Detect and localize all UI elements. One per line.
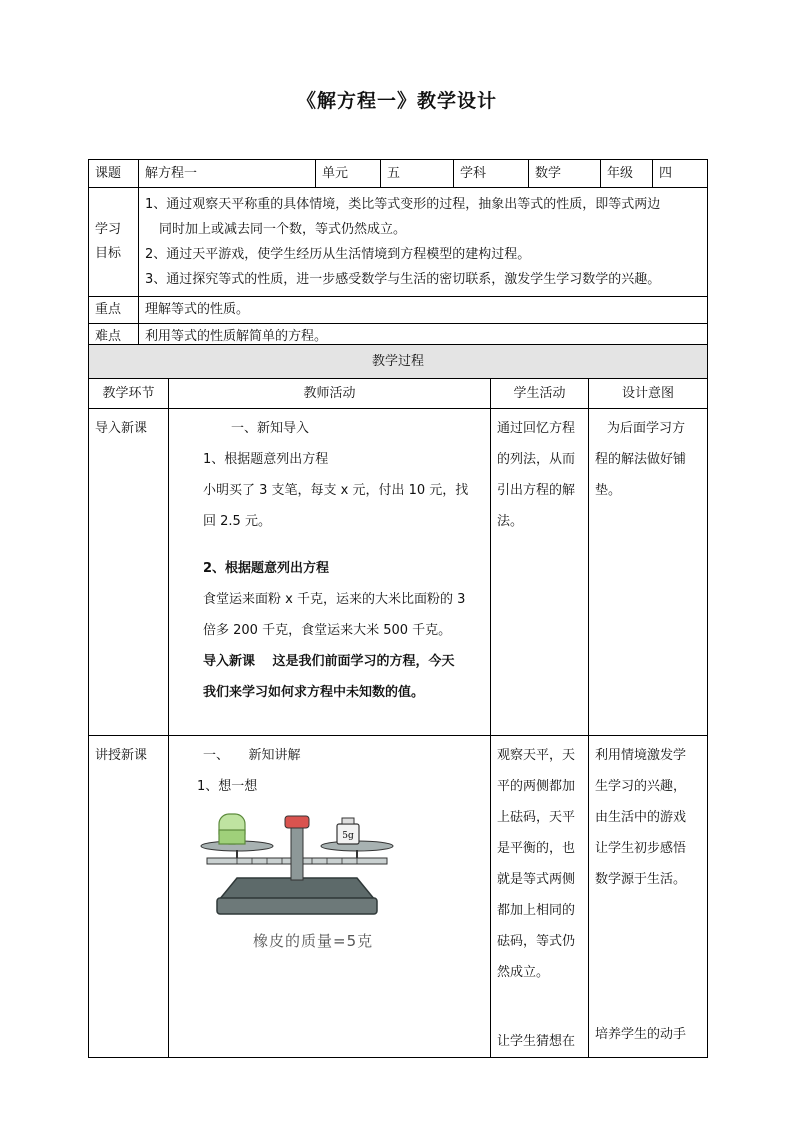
difficulty-label: 难点 xyxy=(89,324,139,351)
scale-pillar xyxy=(291,828,303,880)
scale-pointer-head xyxy=(285,816,309,828)
key-point-label: 重点 xyxy=(89,297,139,324)
goals-label-line1: 学习 xyxy=(95,222,122,237)
goals-text xyxy=(139,188,708,297)
intro-stage: 导入新课 xyxy=(89,409,169,736)
grade-label: 年级 xyxy=(601,160,653,188)
goals-label xyxy=(89,188,139,297)
intro-teacher xyxy=(169,409,491,736)
key-point-row xyxy=(89,297,708,324)
lecture-intent: 利用情境激发学 生学习的兴趣， 由生活中的游戏 让学生初步感悟 数学源于生活。 培养学生的动手 xyxy=(589,736,708,1058)
intro-t9: 我们来学习如何求方程中未知数的值。 xyxy=(203,685,425,700)
balance-scale-image xyxy=(197,808,397,928)
goals-label-line2: 目标 xyxy=(95,246,122,261)
goal-1: 1、通过观察天平称重的具体情境，类比等式变形的过程，抽象出等式的性质，即等式两边 xyxy=(145,197,661,212)
unit-label: 单元 xyxy=(316,160,381,188)
lecture-student: 观察天平，天 平的两侧都加 上砝码，天平 是平衡的，也 就是等式两侧 都加上相同的 砝码，等式仍 然成立。 让学生猜想在 xyxy=(491,736,589,1058)
intro-t4: 回 2.5 元。 xyxy=(203,514,271,529)
lecture-t1: 一、 新知讲解 xyxy=(203,748,301,763)
lecture-teacher xyxy=(169,736,491,1058)
process-table xyxy=(88,344,708,1058)
col-student: 学生活动 xyxy=(491,379,589,409)
process-header: 教学过程 xyxy=(89,345,708,379)
scale-caption: 橡皮的质量=5克 xyxy=(253,932,374,950)
subject-label: 学科 xyxy=(454,160,529,188)
scale-base xyxy=(219,878,375,900)
info-table xyxy=(88,159,708,351)
lecture-t2: 1、想一想 xyxy=(197,779,258,794)
intro-intent: 为后面学习方 程的解法做好铺 垫。 xyxy=(589,409,708,736)
intro-student: 通过回忆方程 的列法，从而 引出方程的解 法。 xyxy=(491,409,589,736)
lecture-row xyxy=(89,736,708,1058)
col-stage: 教学环节 xyxy=(89,379,169,409)
topic-value: 解方程一 xyxy=(139,160,316,188)
info-row xyxy=(89,160,708,188)
goal-3: 3、通过探究等式的性质，进一步感受数学与生活的密切联系，激发学生学习数学的兴趣。 xyxy=(145,272,661,287)
scale-base-plate xyxy=(217,898,377,914)
intro-t3: 小明买了 3 支笔，每支 x 元，付出 10 元，找 xyxy=(203,483,469,498)
goal-1-cont: 同时加上或减去同一个数，等式仍然成立。 xyxy=(159,222,407,237)
topic-label: 课题 xyxy=(89,160,139,188)
weight-label: 5g xyxy=(342,831,354,841)
lecture-stage: 讲授新课 xyxy=(89,736,169,1058)
intro-t1: 一、新知导入 xyxy=(231,421,310,436)
page-title: 《解方程一》教学设计 xyxy=(296,90,497,112)
difficulty-value: 利用等式的性质解简单的方程。 xyxy=(139,324,708,351)
col-intent: 设计意图 xyxy=(589,379,708,409)
intro-t2: 1、根据题意列出方程 xyxy=(203,452,329,467)
intro-t8: 导入新课 这是我们前面学习的方程，今天 xyxy=(203,654,455,669)
key-point-value: 理解等式的性质。 xyxy=(139,297,708,324)
unit-value: 五 xyxy=(381,160,454,188)
goals-row xyxy=(89,188,708,297)
col-teacher: 教师活动 xyxy=(169,379,491,409)
process-column-headers xyxy=(89,379,708,409)
eraser-sleeve xyxy=(219,830,245,844)
goal-2: 2、通过天平游戏，使学生经历从生活情境到方程模型的建构过程。 xyxy=(145,247,531,262)
intro-t5: 2、根据题意列出方程 xyxy=(203,561,330,576)
intro-row xyxy=(89,409,708,736)
intro-t7: 倍多 200 千克，食堂运来大米 500 千克。 xyxy=(203,623,452,638)
grade-value: 四 xyxy=(653,160,708,188)
intro-t6: 食堂运来面粉 x 千克，运来的大米比面粉的 3 xyxy=(203,592,466,607)
subject-value: 数学 xyxy=(529,160,601,188)
